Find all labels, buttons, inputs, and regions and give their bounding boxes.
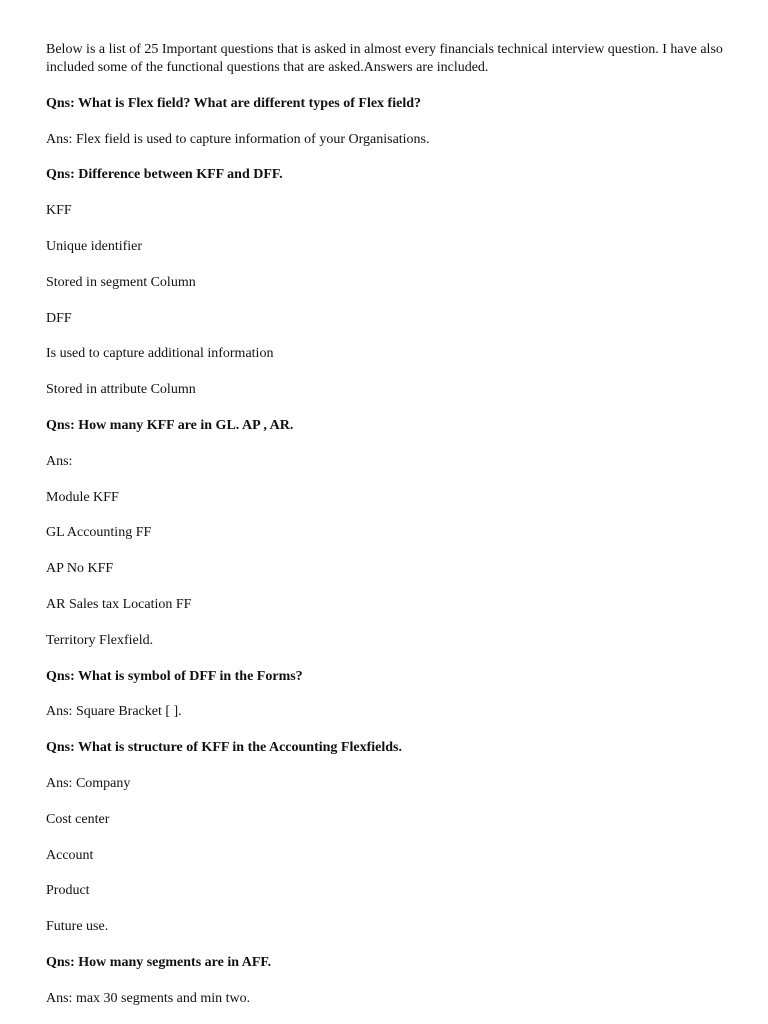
answer-line: Stored in segment Column: [46, 274, 196, 290]
question: Qns: What is symbol of DFF in the Forms?: [46, 668, 303, 684]
question: Qns: How many KFF are in GL. AP , AR.: [46, 417, 294, 433]
answer: Ans: Flex field is used to capture information of your Organisations.: [46, 131, 430, 147]
answer-line: Ans:: [46, 453, 73, 469]
answer: Ans: max 30 segments and min two.: [46, 990, 251, 1006]
answer-line: Territory Flexfield.: [46, 632, 154, 648]
answer-line: DFF: [46, 310, 72, 326]
answer: Ans: Square Bracket [ ].: [46, 704, 182, 720]
answer-line: Module KFF: [46, 489, 119, 505]
question: Qns: How many segments are in AFF.: [46, 954, 272, 970]
intro-paragraph: Below is a list of 25 Important questions that is asked in almost every financials technical interview question. I have also included some of the functional questions that are asked.Answers are included.: [46, 42, 723, 75]
answer-line: GL Accounting FF: [46, 525, 152, 541]
answer-line: Stored in attribute Column: [46, 382, 196, 398]
answer-line: Is used to capture additional information: [46, 346, 274, 362]
answer-line: Cost center: [46, 811, 110, 827]
answer-line: KFF: [46, 203, 72, 219]
answer-line: Ans: Company: [46, 775, 131, 791]
answer-line: Product: [46, 883, 90, 899]
answer-line: Unique identifier: [46, 238, 143, 254]
question: Qns: What is structure of KFF in the Accounting Flexfields.: [46, 740, 402, 756]
answer-line: AR Sales tax Location FF: [46, 596, 192, 612]
question: Qns: What is Flex field? What are different types of Flex field?: [46, 95, 421, 111]
answer-line: AP No KFF: [46, 561, 114, 577]
question: Qns: Difference between KFF and DFF.: [46, 167, 283, 183]
answer-line: Future use.: [46, 919, 109, 935]
answer-line: Account: [46, 847, 94, 863]
